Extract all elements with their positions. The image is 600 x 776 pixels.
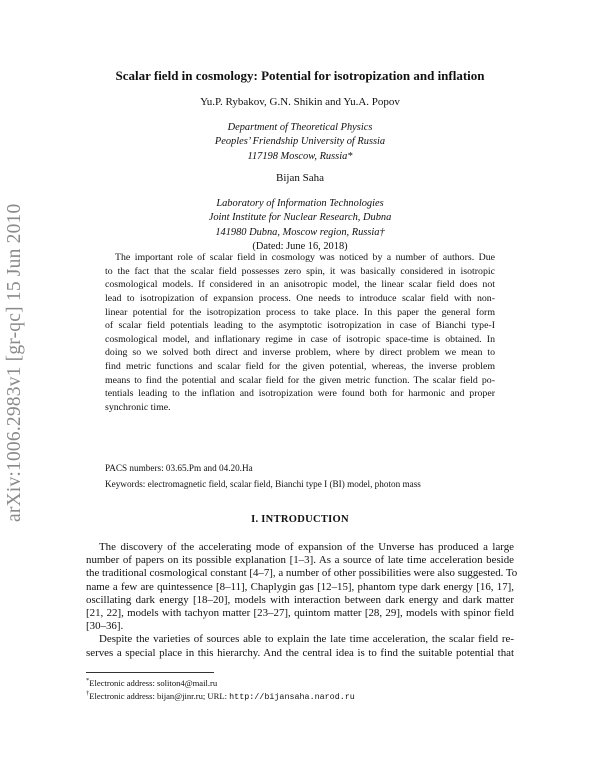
affiliation-block-1 (0, 121, 600, 164)
body-line: the traditional cosmological constant [4–7], a number of other possibilities were also suggested. To (86, 567, 518, 580)
footnotes (86, 677, 355, 703)
footnote-mark: † (86, 689, 90, 697)
footnote-2-text: Electronic address: bijan@jinr.ru; URL: (89, 690, 230, 701)
pacs-numbers: PACS numbers: 03.65.Pm and 04.20.Ha (105, 463, 253, 473)
arxiv-identifier: arXiv:1006.2983v1 [gr-qc] 15 Jun 2010 (4, 203, 25, 522)
abstract-line: find metric functions and scalar field for the given potential, whereas, the inverse problem (105, 361, 495, 373)
footnote-url-link[interactable]: http://bijansaha.narod.ru (229, 691, 355, 702)
section-heading-introduction: I. INTRODUCTION (251, 514, 349, 525)
authors-group-1: Yu.P. Rybakov, G.N. Shikin and Yu.A. Popov (200, 96, 400, 108)
abstract-line: linear potential for the isotropization process to take place. In this paper the general form (105, 306, 495, 318)
date-line: (Dated: June 16, 2018) (252, 241, 348, 253)
footnote-1-text: Electronic address: soliton4@mail.ru (89, 678, 218, 688)
footnote-mark: * (86, 677, 90, 685)
affiliation-line: Laboratory of Information Technologies (216, 198, 384, 209)
body-line: Despite the varieties of sources able to explain the late time acceleration, the scalar field re- (99, 633, 514, 646)
body-line: number of papers on its possible explanation [1–3]. As a source of late time acceleration beside (86, 554, 514, 567)
abstract-line: means to find the potential and scalar field for the given metric function. The scalar field po- (105, 374, 495, 386)
affiliation-line: Department of Theoretical Physics (227, 122, 373, 133)
affiliation-line: 141980 Dubna, Moscow region, Russia† (215, 226, 385, 238)
body-line: The discovery of the accelerating mode of expansion of the Unverse has produced a large (99, 541, 514, 553)
abstract-line: lead to isotropization of expansion process. One needs to introduce scalar field with non- (105, 292, 495, 304)
author-2: Bijan Saha (276, 172, 324, 184)
footnote-2 (86, 690, 355, 704)
affiliation-line: Peoples’ Friendship University of Russia (214, 136, 386, 148)
body-line: [21, 22], models with tachyon matter [23–27], quintom matter [28, 29], models with spinor field (86, 606, 514, 619)
paper-title: Scalar field in cosmology: Potential for isotropization and inflation (115, 68, 485, 83)
keywords: Keywords: electromagnetic field, scalar field, Bianchi type I (BI) model, photon mass (105, 479, 421, 489)
footnote-divider (86, 672, 214, 673)
body-line: serves a special place in this hierarchy. And the central idea is to find the suitable potential that (86, 646, 514, 659)
footnote-1 (86, 677, 355, 690)
affiliation-line: Joint Institute for Nuclear Research, Dubna (208, 212, 392, 224)
abstract-line: The important role of scalar field in cosmology was noticed by a number of authors. Due (115, 252, 495, 263)
affiliation-block-2 (0, 197, 600, 255)
abstract-line: to the fact that the scalar field possesses zero spin, it was basically considered in isotropic (105, 265, 495, 277)
affiliation-line: 117198 Moscow, Russia* (247, 150, 353, 162)
introduction-body (86, 541, 518, 660)
abstract-line: of scalar field potentials leading to the asymptotic isotropization in case of Bianchi type-I (105, 320, 495, 332)
abstract-line: cosmological models. If considered in an anisotropic model, the linear scalar field does not (105, 279, 495, 291)
abstract-line: doing so we solved both direct and inverse problem, where by direct problem we mean to (105, 347, 495, 359)
body-line: [30–36]. (86, 620, 124, 633)
body-line: oscillating dark energy [18–20], models with interaction between dark energy and dark matter (86, 593, 514, 606)
abstract-line: synchronic time. (105, 402, 171, 414)
body-line: name a few are quintessence [8–11], Chaplygin gas [12–15], phantom type dark energy [16, 17], (86, 580, 514, 593)
abstract (105, 251, 495, 415)
abstract-line: tentials leading to the inflation and isotropization were found both for harmonic and proper (105, 388, 495, 400)
abstract-line: cosmological model, and inflationary regime in case of isotropic space-time is obtained. In (105, 333, 495, 345)
